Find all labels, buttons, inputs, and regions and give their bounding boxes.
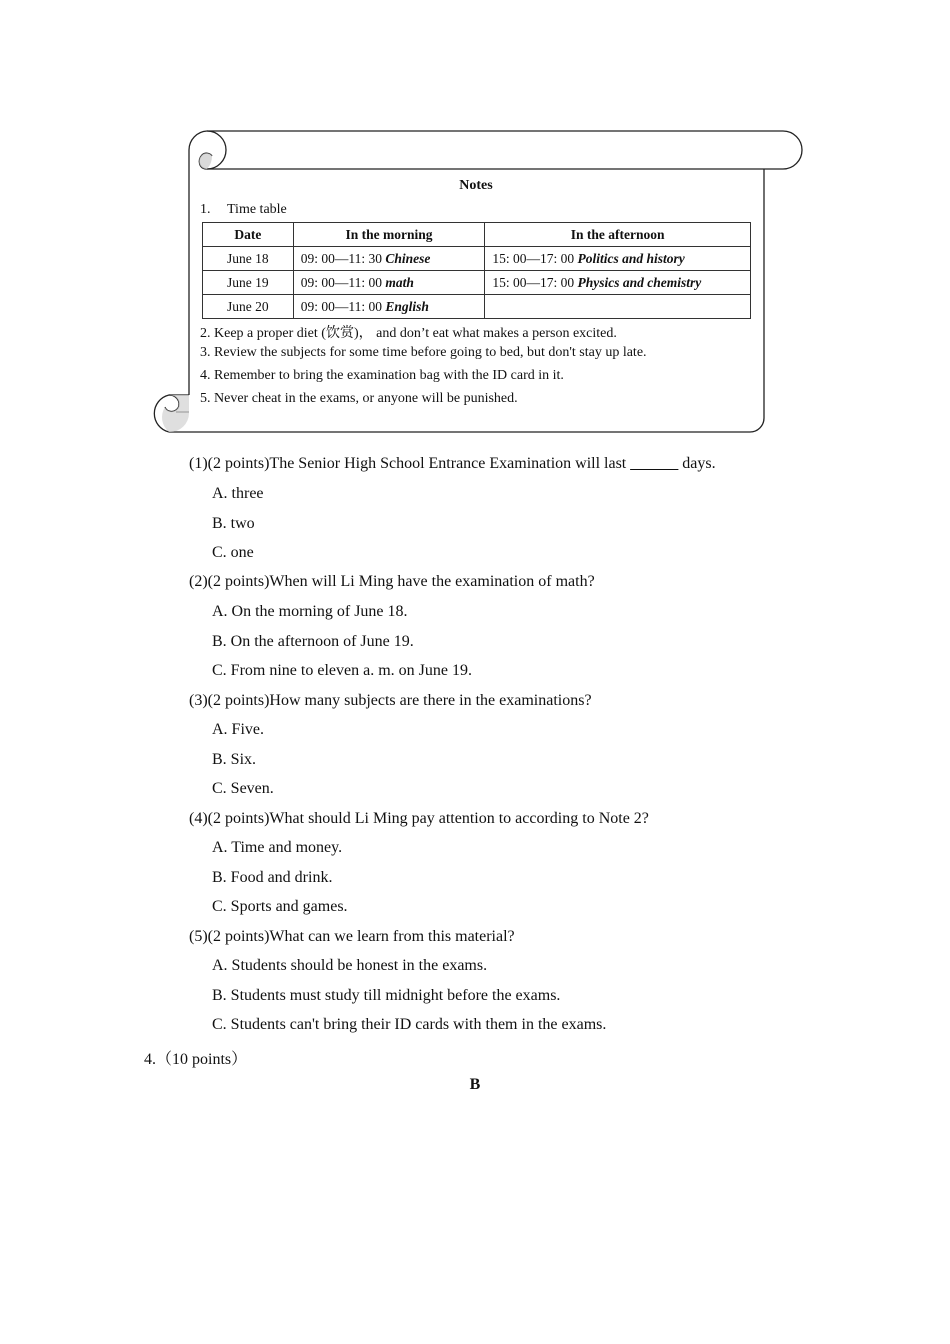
header-date: Date [203, 223, 294, 247]
question-stem-end: days. [678, 455, 716, 472]
morning-cell [293, 247, 485, 271]
option-b: B. Food and drink. [212, 869, 333, 886]
date-cell: June 19 [203, 271, 294, 295]
option-c: C. Students can't bring their ID cards with them in the exams. [212, 1016, 607, 1033]
morning-subject: Chinese [385, 250, 431, 266]
timetable-label: Time table [227, 202, 287, 217]
table-row [203, 295, 751, 319]
timetable [202, 222, 751, 319]
morning-time: 09: 00—11: 30 [300, 250, 386, 266]
question-3: (3)(2 points)How many subjects are there in the examinations? [189, 692, 592, 709]
option-b: B. On the afternoon of June 19. [212, 633, 414, 650]
option-c: C. Seven. [212, 780, 274, 797]
option-a: A. three [212, 485, 264, 502]
section-letter: B [469, 1076, 481, 1093]
question-1 [189, 455, 716, 473]
afternoon-subject: Physics and chemistry [577, 274, 702, 290]
afternoon-subject: Politics and history [577, 250, 685, 266]
note-item-4: 4. Remember to bring the examination bag with the ID card in it. [200, 368, 564, 383]
section-number: 4.（10 points） [144, 1051, 248, 1068]
morning-subject: English [385, 298, 429, 314]
afternoon-cell [485, 271, 751, 295]
question-4: (4)(2 points)What should Li Ming pay attention to according to Note 2? [189, 810, 649, 827]
question-stem: (1)(2 points)The Senior High School Entrance Examination will last [189, 455, 631, 472]
note-item-5: 5. Never cheat in the exams, or anyone will be punished. [200, 391, 518, 406]
morning-cell [293, 295, 485, 319]
header-morning: In the morning [293, 223, 485, 247]
afternoon-time: 15: 00—17: 00 [492, 274, 578, 290]
answer-blank: ______ [630, 455, 679, 472]
timetable-number: 1. [200, 202, 211, 217]
option-b: B. Six. [212, 751, 257, 768]
date-cell: June 18 [203, 247, 294, 271]
morning-time: 09: 00—11: 00 [300, 298, 386, 314]
timetable-header-row [203, 223, 751, 247]
note-item-3: 3. Review the subjects for some time before going to bed, but don't stay up late. [200, 345, 647, 360]
morning-subject: math [385, 274, 414, 290]
option-c: C. Sports and games. [212, 898, 348, 915]
option-a: A. On the morning of June 18. [212, 603, 408, 620]
afternoon-cell [485, 247, 751, 271]
option-c: C. From nine to eleven a. m. on June 19. [212, 662, 472, 679]
afternoon-cell [485, 295, 751, 319]
timetable-heading [200, 202, 287, 218]
morning-cell [293, 271, 485, 295]
option-a: A. Five. [212, 721, 264, 738]
question-2: (2)(2 points)When will Li Ming have the examination of math? [189, 573, 595, 590]
option-b: B. two [212, 515, 255, 532]
afternoon-time: 15: 00—17: 00 [492, 250, 578, 266]
header-afternoon: In the afternoon [485, 223, 751, 247]
option-a: A. Students should be honest in the exams. [212, 957, 488, 974]
notes-title: Notes [459, 178, 493, 193]
morning-time: 09: 00—11: 00 [300, 274, 386, 290]
date-cell: June 20 [203, 295, 294, 319]
question-5: (5)(2 points)What can we learn from this material? [189, 928, 515, 945]
option-b: B. Students must study till midnight before the exams. [212, 987, 561, 1004]
option-c: C. one [212, 544, 254, 561]
table-row [203, 271, 751, 295]
option-a: A. Time and money. [212, 839, 343, 856]
note-item-2: 2. Keep a proper diet (饮赏)， and don’t eat what makes a person excited. [200, 326, 617, 341]
table-row [203, 247, 751, 271]
